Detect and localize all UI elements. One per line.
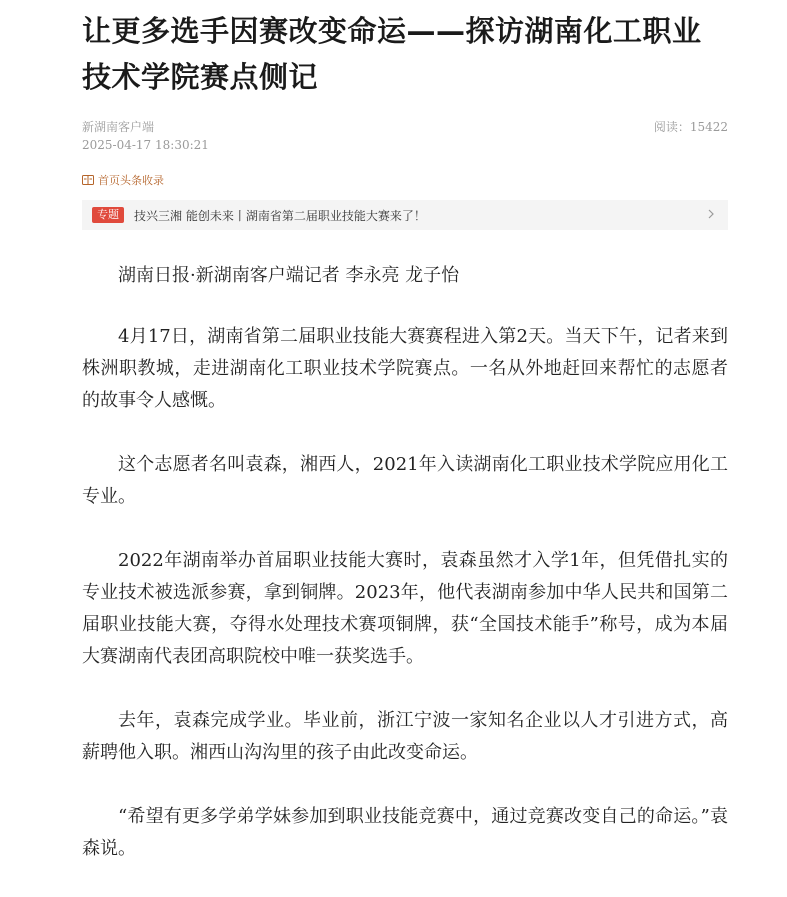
article-paragraph: 这个志愿者名叫袁森，湘西人，2021年入读湖南化工职业技术学院应用化工专业。 bbox=[82, 454, 728, 507]
article-paragraph: 2022年湖南举办首届职业技能大赛时，袁森虽然才入学1年，但凭借扎实的专业技术被选派参赛，拿到铜牌。2023年，他代表湖南参加中华人民共和国第二届职业技能大赛，夺得水处理技术赛项铜牌，获“全国技术能手”称号，成为本届大赛湖南代表团高职院校中唯一获奖选手。 bbox=[82, 550, 728, 667]
article-paragraph: 4月17日，湖南省第二届职业技能大赛赛程进入第2天。当天下午，记者来到株洲职教城，走进湖南化工职业技术学院赛点。一名从外地赶回来帮忙的志愿者的故事令人感慨。 bbox=[82, 326, 728, 411]
article-paragraph: “希望有更多学弟学妹参加到职业技能竞赛中，通过竞赛改变自己的命运。”袁森说。 bbox=[82, 806, 728, 859]
topic-link-text[interactable]: 技兴三湘 能创未来丨湖南省第二届职业技能大赛来了！ bbox=[134, 208, 426, 223]
article bbox=[82, 0, 728, 897]
topic-banner[interactable] bbox=[82, 200, 728, 230]
topic-tag: 专题 bbox=[92, 207, 124, 223]
article-title: 让更多选手因赛改变命运——探访湖南化工职业技术学院赛点侧记 bbox=[82, 14, 702, 94]
collect-label: 首页头条收录 bbox=[98, 174, 164, 187]
book-icon bbox=[82, 175, 94, 185]
collect-badge[interactable] bbox=[82, 172, 728, 188]
article-byline: 湖南日报·新湖南客户端记者 李永亮 龙子怡 bbox=[118, 265, 460, 286]
read-count: 阅读：15422 bbox=[653, 120, 728, 134]
article-meta bbox=[82, 118, 728, 154]
source-name: 新湖南客户端 bbox=[82, 120, 155, 134]
chevron-right-icon bbox=[708, 209, 714, 219]
publish-datetime: 2025-04-17 18:30:21 bbox=[82, 138, 209, 152]
article-body bbox=[82, 260, 728, 865]
article-paragraph: 去年，袁森完成学业。毕业前，浙江宁波一家知名企业以人才引进方式，高薪聘他入职。湘西山沟沟里的孩子由此改变命运。 bbox=[82, 710, 728, 763]
